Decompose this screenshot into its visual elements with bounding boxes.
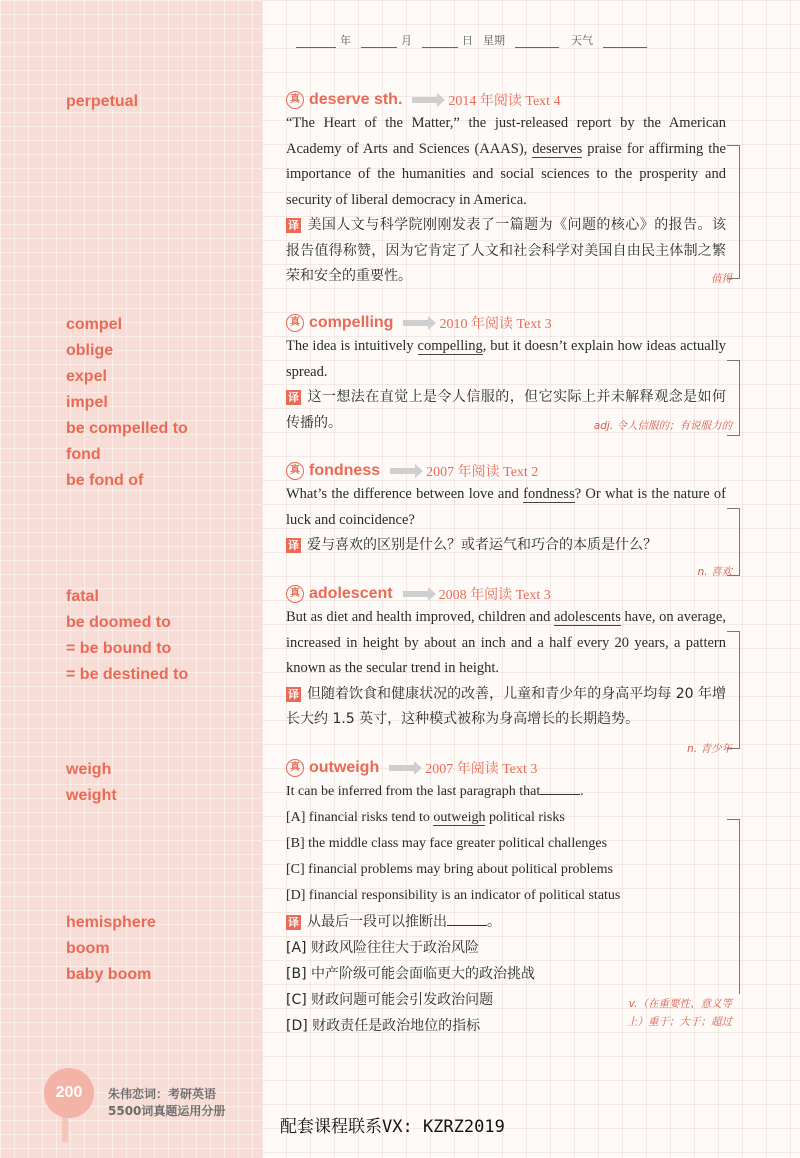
synonym-item: boom	[66, 940, 110, 957]
synonym-item: = be destined to	[66, 666, 189, 683]
definition-note: n. 喜欢	[697, 566, 732, 578]
day-label: 日	[462, 34, 473, 47]
english-sentence: What’s the difference between love and fondness? Or what is the nature of luck and coincidence?	[286, 486, 726, 528]
keyword: outweigh	[433, 810, 486, 825]
zh-question-stem: 译 从最后一段可以推断出 。	[288, 914, 501, 930]
keyword: deserves	[532, 140, 583, 157]
month-label: 月	[401, 34, 412, 47]
entry-header	[286, 89, 726, 111]
option-b: [B] the middle class may face greater political challenges	[286, 836, 608, 851]
keyword: fondness	[523, 486, 575, 502]
synonym-group-2	[66, 315, 188, 497]
zh-option-b: [B] 中产阶级可能会面临更大的政治挑战	[286, 966, 535, 982]
synonym-item: = be bound to	[66, 640, 172, 657]
zhen-badge-icon: 真	[286, 759, 304, 777]
arrow-icon	[412, 97, 438, 103]
entry-header	[286, 460, 726, 482]
exam-source: 2007 年阅读 Text 2	[426, 465, 539, 480]
synonym-item: baby boom	[66, 966, 152, 983]
synonym-item: be doomed to	[66, 614, 171, 631]
page-number: 200	[44, 1068, 94, 1118]
keyword: adolescents	[554, 609, 621, 625]
zh-option-c: [C] 财政问题可能会引发政治问题	[286, 992, 494, 1008]
synonym-item: fond	[66, 446, 101, 463]
book-title: 朱伟恋词：考研英语 5500词真题运用分册	[108, 1087, 226, 1118]
synonym-item: weigh	[66, 761, 112, 778]
question-stem: It can be inferred from the last paragraph that .	[286, 784, 584, 799]
keyword: compelling	[417, 338, 483, 354]
headword: outweigh	[309, 759, 380, 776]
watermark: 配套课程联系VX: KZRZ2019	[280, 1117, 505, 1137]
exam-source: 2010 年阅读 Text 3	[439, 317, 552, 332]
yi-badge-icon: 译	[288, 219, 299, 232]
synonym-group-5	[66, 913, 156, 991]
yi-badge-icon: 译	[288, 916, 299, 929]
synonym-item: hemisphere	[66, 914, 156, 931]
entry-fondness	[286, 460, 732, 578]
synonym-item: expel	[66, 368, 107, 385]
english-sentence: The idea is intuitively compelling, but it doesn’t explain how ideas actually spread.	[286, 338, 726, 380]
zhen-badge-icon: 真	[286, 314, 304, 332]
headword: adolescent	[309, 585, 393, 602]
synonym-item: be fond of	[66, 472, 144, 489]
synonym-item: weight	[66, 787, 117, 804]
entry-header	[286, 312, 726, 334]
option-c: [C] financial problems may bring about political problems	[286, 862, 613, 877]
definition-note: v.（在重要性、意义等 上）重于；大于；超过	[627, 998, 732, 1028]
zhen-badge-icon: 真	[286, 585, 304, 603]
chinese-translation: 译 这一想法在直觉上是令人信服的，但它实际上并未解释观念是如何传播的。	[286, 389, 726, 431]
synonym-item: oblige	[66, 342, 114, 359]
yi-badge-icon: 译	[288, 539, 299, 552]
entry-outweigh	[286, 757, 732, 1039]
definition-note: n. 青少年	[687, 743, 732, 755]
zh-option-a: [A] 财政风险往往大于政治风险	[286, 940, 479, 956]
definition-note: adj. 令人信服的；有说服力的	[593, 420, 732, 432]
arrow-icon	[403, 320, 429, 326]
english-sentence: “The Heart of the Matter,” the just-released report by the American Academy of Arts and Sciences (AAAS), deserves praise for affirming the importance of the humanities and social sciences to the prosperity and security of liberal democracy in America.	[286, 115, 726, 208]
year-label: 年	[340, 34, 351, 47]
date-header	[296, 32, 647, 48]
exam-source: 2007 年阅读 Text 3	[425, 762, 538, 777]
weekday-label: 星期	[483, 34, 505, 47]
chinese-translation: 译 爱与喜欢的区别是什么？或者运气和巧合的本质是什么？	[288, 537, 657, 553]
arrow-icon	[390, 468, 416, 474]
yi-badge-icon: 译	[288, 687, 299, 701]
chinese-translation: 译 美国人文与科学院刚刚发表了一篇题为《问题的核心》的报告。该报告值得称赞，因为它肯定了人文和社会科学对美国自由民主体制之繁荣和安全的重要性。	[286, 217, 726, 284]
synonym-group-3	[66, 587, 188, 691]
entry-adolescent	[286, 583, 732, 755]
synonym-item: be compelled to	[66, 420, 188, 437]
exam-source: 2014 年阅读 Text 4	[448, 94, 561, 109]
headword: compelling	[309, 314, 394, 331]
definition-note: 值得	[711, 273, 732, 285]
synonym-item: fatal	[66, 588, 99, 605]
chinese-translation: 译 但随着饮食和健康状况的改善，儿童和青少年的身高平均每 20 年增长大约 1.5 英寸，这种模式被称为身高增长的长期趋势。	[286, 685, 726, 727]
zhen-badge-icon: 真	[286, 462, 304, 480]
zh-option-d: [D] 财政责任是政治地位的指标	[286, 1018, 481, 1034]
bracket-line	[727, 145, 740, 279]
english-sentence: But as diet and health improved, children and adolescents have, on average, increased in height by about an inch and a half every 20 years, a pattern known as the secular trend in height.	[286, 609, 726, 676]
arrow-icon	[403, 591, 429, 597]
option-a: [A] financial risks tend to outweigh political risks	[286, 810, 565, 825]
option-d: [D] financial responsibility is an indicator of political status	[286, 888, 621, 903]
synonym-group-1	[66, 92, 138, 118]
yi-badge-icon: 译	[288, 391, 299, 404]
synonym-group-4	[66, 760, 117, 812]
zhen-badge-icon: 真	[286, 91, 304, 109]
entry-header	[286, 757, 726, 779]
headword: fondness	[309, 462, 381, 479]
exam-source: 2008 年阅读 Text 3	[438, 588, 551, 603]
weather-label: 天气	[571, 34, 593, 47]
headword: deserve sth.	[309, 91, 403, 108]
bracket-line	[727, 631, 740, 749]
synonym-item: perpetual	[66, 93, 139, 110]
entry-header	[286, 583, 726, 605]
entry-deserve	[286, 89, 732, 290]
bracket-line	[727, 819, 740, 994]
synonym-item: impel	[66, 394, 108, 411]
synonym-item: compel	[66, 316, 123, 333]
entry-compelling	[286, 312, 732, 436]
arrow-icon	[389, 765, 415, 771]
